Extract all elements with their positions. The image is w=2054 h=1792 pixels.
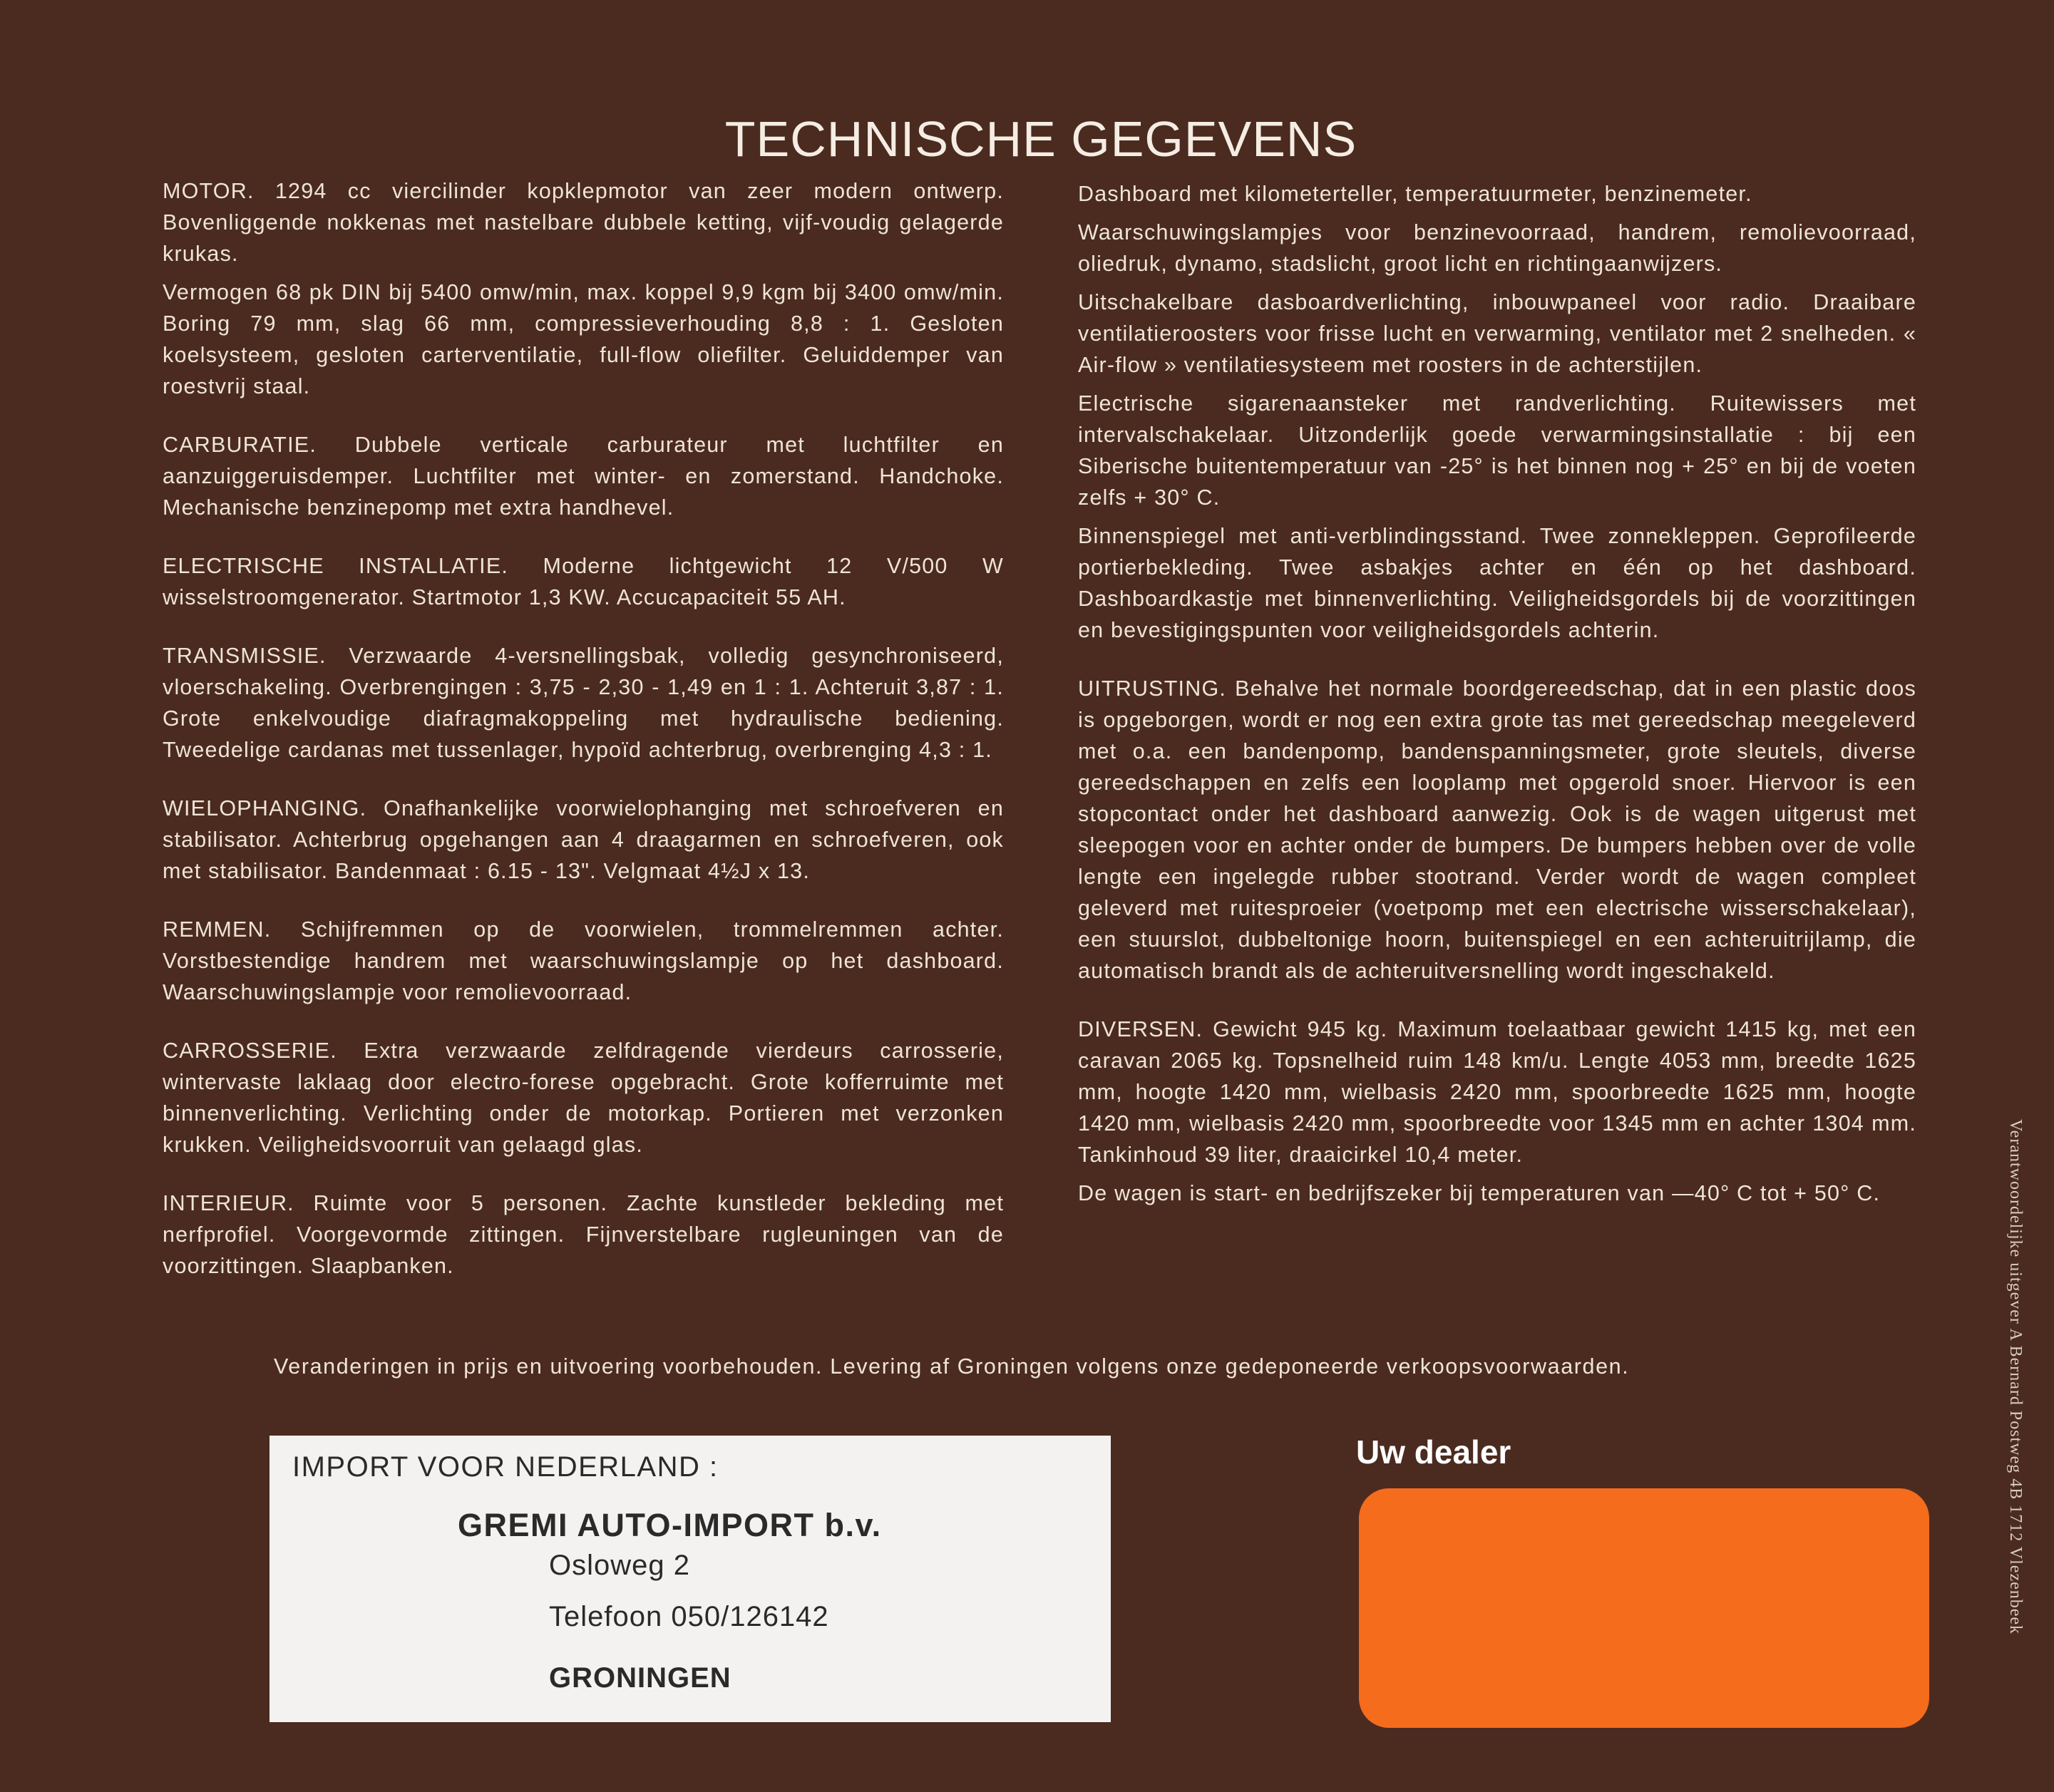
section-uitschakelbare-verlichting: Uitschakelbare dasboardverlichting, inbouwpaneel voor radio. Draaibare ventilatieroosters voor frisse lucht en verwarming, ventilator met 2 snelheden. « Air-flow » ventilatiesysteem met roosters in de achterstijlen. (1078, 290, 1916, 377)
section-transmissie: TRANSMISSIE. Verzwaarde 4-versnellingsbak, volledig gesynchroniseerd, vloerschakeling. Overbrengingen : 3,75 - 2,30 - 1,49 en 1 : 1. Achteruit 3,87 : 1. Grote enkelvoudige diafragmakoppeling met hydraulische bediening. Tweedelige cardanas met tussenlager, hypoïd achterbrug, overbrenging 4,3 : 1. (163, 644, 1004, 762)
section-uitrusting: UITRUSTING. Behalve het normale boordgereedschap, dat in een plastic doos is opgeborgen, wordt er nog een extra grote tas met gereedschap meegeleverd met o.a. een bandenpomp, bandenspanningsmeter, grote sleutels, diverse gereedschappen en zelfs een looplamp met opgerold snoer. Hiervoor is een stopcontact onder het dashboard aanwezig. Ook is de wagen uitgerust met sleepogen voor en achter onder de bumpers. De bumpers hebben over de volle lengte een ingelegde rubber stootrand. Verder wordt de wagen compleet geleverd met ruitesproeier (voetpomp met een electrische wisserschakelaar), een stuurslot, dubbeltonige hoorn, buitenspiegel en een achteruitrijlamp, die automatisch brandt als de achteruitversnelling wordt ingeschakeld. (1078, 676, 1916, 983)
section-binnenspiegel: Binnenspiegel met anti-verblindingsstand. Twee zonnekleppen. Geprofileerde portierbekleding. Twee asbakjes achter en één op het dashboard. Dashboardkastje met binnenverlichting. Veiligheidsgordels bij de voorzittingen en bevestigingspunten voor veiligheidsgordels achterin. (1078, 524, 1916, 642)
import-sticker (269, 1436, 1111, 1722)
section-motor: MOTOR. 1294 cc viercilinder kopklepmotor van zeer modern ontwerp. Bovenliggende nokkenas met nastelbare dubbele ketting, vijf-voudig gelagerde krukas. (163, 179, 1004, 266)
section-sigarenaansteker: Electrische sigarenaansteker met randverlichting. Ruitewissers met intervalschakelaar. Uitzonderlijk goede verwarmingsinstallatie : bij een Siberische buitentemperatuur van -25° is het binnen nog + 25° en bij de voeten zelfs + 30° C. (1078, 391, 1916, 510)
import-street: Osloweg 2 (549, 1550, 690, 1581)
section-remmen: REMMEN. Schijfremmen op de voorwielen, trommelremmen achter. Vorstbestendige handrem met waarschuwingslampje op het dashboard. Waarschuwingslampje voor remolievoorraad. (163, 917, 1004, 1004)
section-dashboard: Dashboard met kilometerteller, temperatuurmeter, benzinemeter. (1078, 182, 1752, 206)
import-phone: Telefoon 050/126142 (549, 1601, 829, 1632)
section-diversen: DIVERSEN. Gewicht 945 kg. Maximum toelaatbaar gewicht 1415 kg, met een caravan 2065 kg. Topsnelheid ruim 148 km/u. Lengte 4053 mm, breedte 1625 mm, hoogte 1420 mm, wielbasis 2420 mm, spoorbreedte 1625 mm, hoogte 1420 mm, wielbasis 2420 mm, spoorbreedte voor 1345 mm en achter 1304 mm. Tankinhoud 39 liter, draaicirkel 10,4 meter. (1078, 1017, 1916, 1167)
section-temperatuur: De wagen is start- en bedrijfszeker bij temperaturen van —40° C tot + 50° C. (1078, 1181, 1881, 1205)
section-wielophanging: WIELOPHANGING. Onafhankelijke voorwielophanging met schroefveren en stabilisator. Achterbrug opgehangen aan 4 draagarmen en schroefveren, ook met stabilisator. Bandenmaat : 6.15 - 13". Velgmaat 4½J x 13. (163, 796, 1004, 883)
section-motor-vermogen: Vermogen 68 pk DIN bij 5400 omw/min, max. koppel 9,9 kgm bij 3400 omw/min. Boring 79 mm, slag 66 mm, compressieverhouding 8,8 : 1. Gesloten koelsysteem, gesloten carterventilatie, full-flow oliefilter. Geluiddemper van roestvrij staal. (163, 280, 1004, 398)
footer-note: Veranderingen in prijs en uitvoering voorbehouden. Levering af Groningen volgens onze gedeponeerde verkoopsvoorwaarden. (274, 1354, 1630, 1379)
right-column (1078, 178, 1916, 1209)
section-carburatie: CARBURATIE. Dubbele verticale carburateur met luchtfilter en aanzuiggeruisdemper. Luchtfilter met winter- en zomerstand. Handchoke. Mechanische benzinepomp met extra handhevel. (163, 433, 1004, 520)
import-company-name: GREMI AUTO-IMPORT b.v. (458, 1507, 882, 1543)
section-interieur: INTERIEUR. Ruimte voor 5 personen. Zachte kunstleder bekleding met nerfprofiel. Voorgevormde zittingen. Fijnverstelbare rugleuningen van de voorzittingen. Slaapbanken. (163, 1191, 1004, 1278)
publisher-side-text: Verantwoordelijke uitgever A Bernard Postweg 4B 1712 Vlezenbeek (2006, 1119, 2025, 1635)
dealer-label: Uw dealer (1356, 1433, 1511, 1471)
dealer-stamp-box (1359, 1488, 1929, 1728)
page-title: TECHNISCHE GEGEVENS (724, 110, 1357, 167)
section-electrische-installatie: ELECTRISCHE INSTALLATIE. Moderne lichtgewicht 12 V/500 W wisselstroomgenerator. Startmotor 1,3 KW. Accucapaciteit 55 AH. (163, 554, 1004, 609)
import-city: GRONINGEN (549, 1662, 731, 1694)
section-carrosserie: CARROSSERIE. Extra verzwaarde zelfdragende vierdeurs carrosserie, wintervaste laklaag door electro-forese opgebracht. Grote kofferruimte met binnenverlichting. Verlichting onder de motorkap. Portieren met verzonken krukken. Veiligheidsvoorruit van gelaagd glas. (163, 1039, 1004, 1157)
import-heading: IMPORT VOOR NEDERLAND : (292, 1451, 719, 1483)
section-waarschuwingslampjes: Waarschuwingslampjes voor benzinevoorraad, handrem, remolievoorraad, oliedruk, dynamo, stadslicht, groot licht en richtingaanwijzers. (1078, 220, 1916, 276)
left-column (163, 175, 1004, 1282)
